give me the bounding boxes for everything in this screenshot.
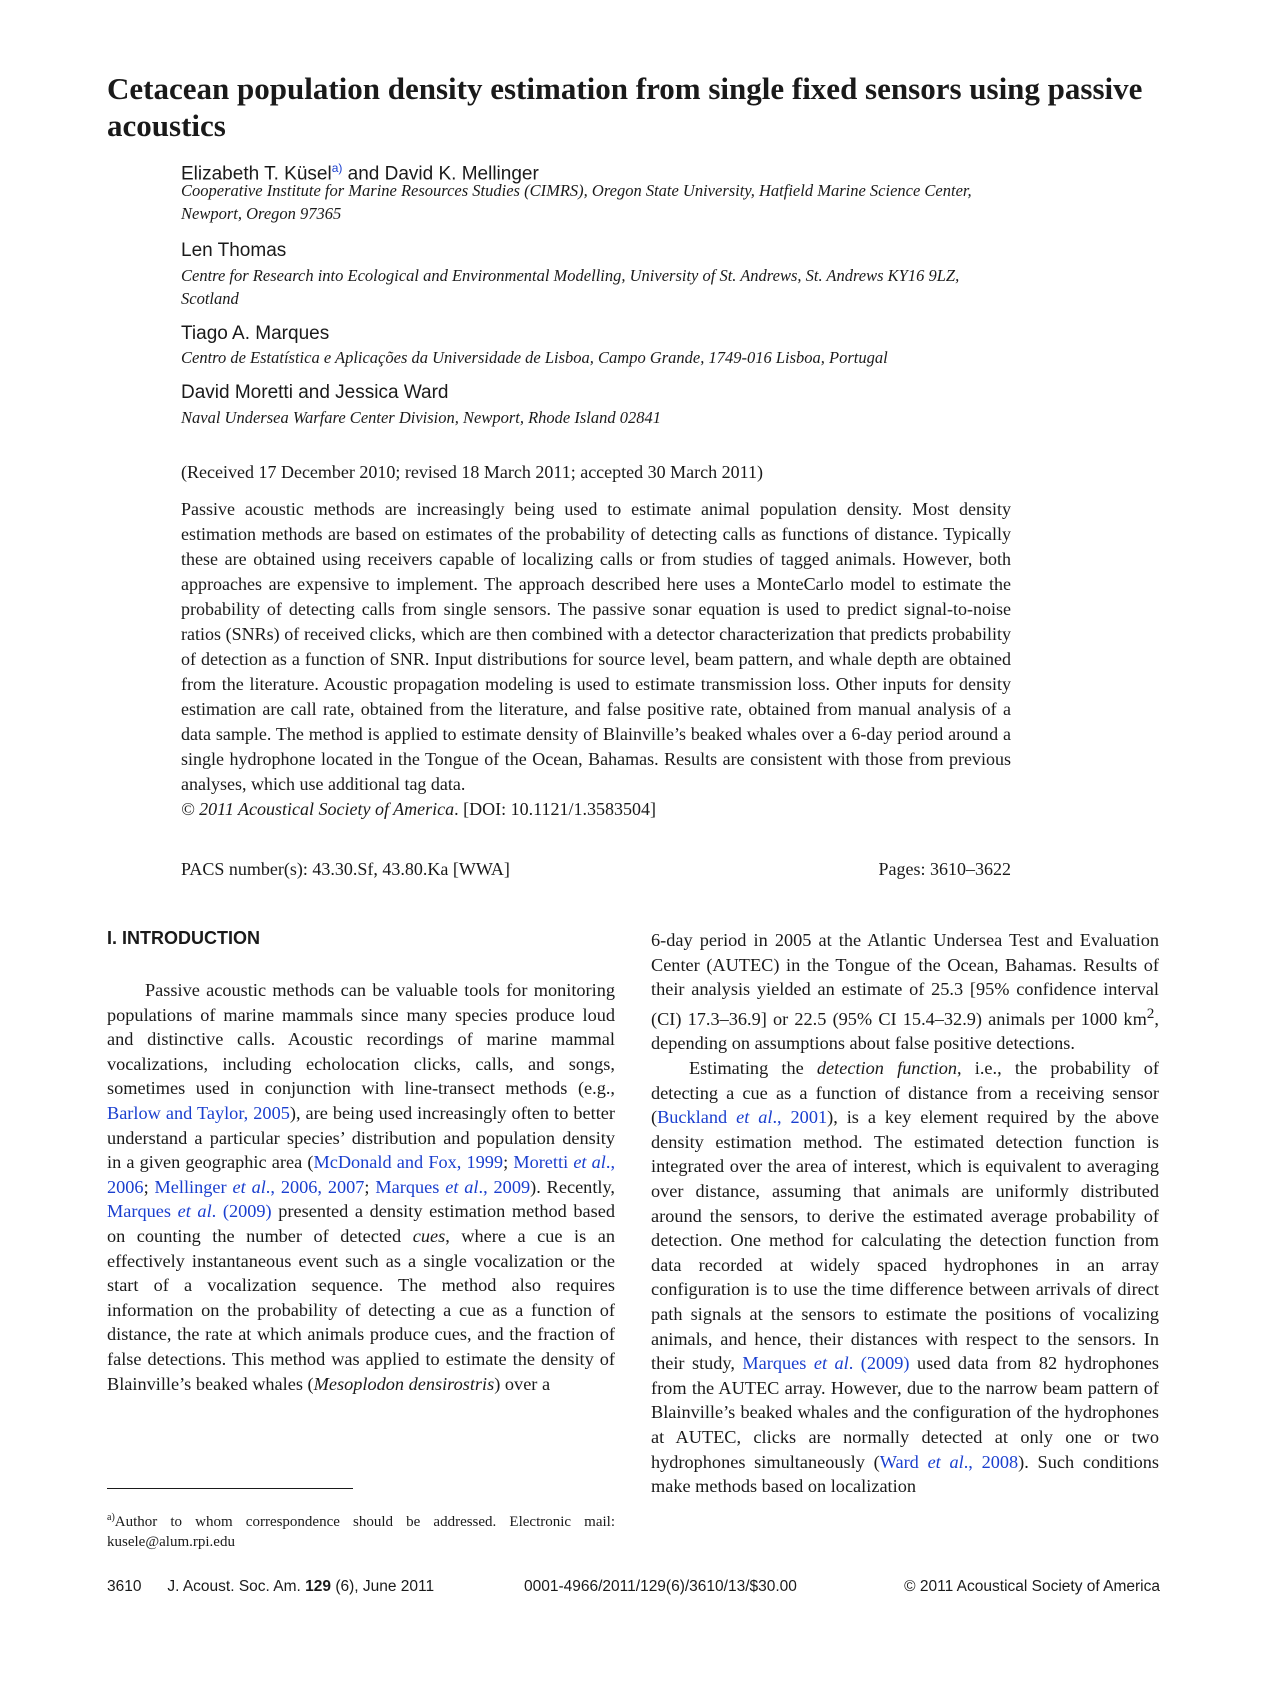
footer-volume: 129	[305, 1578, 332, 1595]
citation-link[interactable]	[880, 1452, 1018, 1472]
citation-year: . (2009)	[211, 1201, 272, 1222]
citation-year: ., 2006, 2007	[265, 1176, 365, 1197]
abstract-text: Passive acoustic methods are increasingly being used to estimate animal population density. Most density estimation methods are based on estimates of the probability of detecting calls as functions of distance. Typically these are obtained using receivers capable of localizing calls or from studies of tagged animals. However, both approaches are expensive to implement. The approach described here uses a MonteCarlo model to estimate the probability of detecting calls from single sensors. The passive sonar equation is used to predict signal-to-noise ratios (SNRs) of received clicks, which are then combined with a detector characterization that predicts probability of detection as a function of SNR. Input distributions for source level, beam pattern, and whale depth are obtained from the literature. Acoustic propagation modeling is used to estimate transmission loss. Other inputs for density estimation are call rate, obtained from the literature, and false positive rate, obtained from manual analysis of a data sample. The method is applied to estimate density of Blainville’s beaked whales over a 6-day period around a single hydrophone located in the Tongue of the Ocean, Bahamas. Results are consistent with those from previous analyses, which use additional tag data.	[181, 499, 1011, 794]
footnote-text: Author to whom correspondence should be addressed. Electronic mail: kusele@alum.rpi.edu	[107, 1514, 615, 1550]
citation-link[interactable]	[742, 1353, 909, 1373]
citation-author: Mellinger	[154, 1176, 233, 1197]
citation-author: Moretti	[513, 1152, 574, 1173]
citation-author: Marques	[742, 1353, 814, 1374]
right-column	[651, 928, 1159, 1499]
citation-author: Marques	[375, 1176, 446, 1197]
intro-paragraph-continued	[651, 928, 1159, 1056]
intro-paragraph-2	[651, 1056, 1159, 1499]
body-text: ), are being used increasingly often to better understand a particular species’ distribution and population density in a given geographic area (	[107, 1102, 615, 1173]
paper-title: Cetacean population density estimation from single fixed sensors using passive acoustics	[107, 71, 1143, 143]
citation-link[interactable]: McDonald and Fox, 1999	[313, 1152, 504, 1173]
citation-link[interactable]: Barlow and Taylor, 2005	[107, 1102, 290, 1123]
intro-paragraph-1	[107, 978, 615, 1396]
footnote-mark-link[interactable]: a)	[331, 161, 343, 175]
citation-etal: et al	[177, 1201, 212, 1222]
superscript: 2	[1146, 1004, 1155, 1022]
citation-link[interactable]	[155, 1177, 365, 1197]
affiliation-2: Centre for Research into Ecological and Environmental Modelling, University of St. Andrews, St. Andrews KY16 9LZ, Scotland	[181, 266, 960, 308]
body-text: ;	[364, 1176, 376, 1197]
body-text: ), is a key element required by the above density estimation method. The estimated detection function is integrated over the area of interest, which is equivalent to averaging over distance, assuming that animals are uniformly distributed around the sensors, to derive the estimated average probability of detection. One method for calculating the detection function from data recorded at widely spaced hydrophones in an array configuration is to use the time difference between arrivals of direct path signals at the sensors to estimate the positions of vocalizing animals, and hence, their distances with respect to the sensors. In their study,	[651, 1107, 1159, 1374]
author-name: and David K. Mellinger	[342, 163, 539, 185]
citation-link[interactable]	[657, 1107, 827, 1127]
body-text: 6-day period in 2005 at the Atlantic Undersea Test and Evaluation Center (AUTEC) in the Tongue of the Ocean, Bahamas. Results of their analysis yielded an estimate of 25.3 [95% confidence interval (CI) 17.3–36.9] or 22.5 (95% CI 15.4–32.9) animals per 1000 km	[651, 930, 1159, 1029]
citation-link[interactable]	[107, 1201, 272, 1221]
citation-link[interactable]	[375, 1177, 530, 1197]
citation-etal: et al	[445, 1176, 479, 1197]
affiliation-1: Cooperative Institute for Marine Resources Studies (CIMRS), Oregon State University, Hatfield Marine Science Center, Newport, Oregon 97365	[181, 181, 972, 223]
body-text: , i.e., the probability of detecting a cue as a function of distance from a receiving sensor (	[651, 1058, 1159, 1128]
footer-issue-date: (6), June 2011	[331, 1578, 435, 1595]
footnote-divider	[107, 1488, 353, 1489]
author-line-2: Len Thomas	[181, 240, 287, 261]
page-range: Pages: 3610–3622	[878, 859, 1011, 879]
citation-author: Marques	[107, 1201, 178, 1222]
section-heading: I. INTRODUCTION	[107, 928, 260, 948]
citation-etal: et al	[736, 1107, 773, 1128]
citation-etal: et al	[232, 1176, 266, 1197]
body-text: ;	[503, 1152, 514, 1173]
received-dates: (Received 17 December 2010; revised 18 March 2011; accepted 30 March 2011)	[181, 462, 763, 482]
copyright-line: © 2011 Acoustical Society of America	[181, 799, 455, 819]
body-text: Estimating the	[689, 1058, 817, 1079]
pacs-numbers: PACS number(s): 43.30.Sf, 43.80.Ka [WWA]	[181, 859, 510, 879]
citation-etal: et al	[573, 1152, 606, 1173]
citation-year: ., 2008	[963, 1451, 1019, 1472]
body-text: used data from 82 hydrophones from the AUTEC array. However, due to the narrow beam pattern of Blainville’s beaked whales and the configuration of the hydrophones at AUTEC, clicks are normally detected at only one or two hydrophones simultaneously (	[651, 1353, 1159, 1472]
emphasis-text: cues	[412, 1225, 446, 1246]
body-text: ). Recently,	[530, 1176, 616, 1197]
footnote	[107, 1508, 615, 1552]
footer-page-journal: 3610 J. Acoust. Soc. Am.	[107, 1578, 306, 1595]
body-text: presented a density estimation method based on counting the number of detected	[107, 1201, 615, 1246]
footer-code: 0001-4966/2011/129(6)/3610/13/$30.00	[524, 1578, 797, 1595]
citation-author: Buckland	[657, 1107, 737, 1128]
citation-etal: et al	[813, 1353, 849, 1374]
body-text: ) over a	[494, 1373, 551, 1394]
citation-year: ., 2009	[478, 1176, 531, 1197]
author-line-4: David Moretti and Jessica Ward	[181, 382, 449, 403]
citation-author: Ward	[879, 1451, 928, 1472]
emphasis-text: detection function	[816, 1058, 958, 1079]
citation-year: ., 2006	[107, 1152, 616, 1197]
body-text: ;	[143, 1176, 155, 1197]
footer-copyright: © 2011 Acoustical Society of America	[904, 1578, 1160, 1595]
body-text: Passive acoustic methods can be valuable tools for monitoring populations of marine mammals since many species produce loud and distinctive calls. Acoustic recordings of marine mammal vocalizations, including echolocation clicks, calls, and songs, sometimes used in conjunction with line-transect methods (e.g.,	[107, 980, 615, 1099]
citation-etal: et al	[927, 1451, 964, 1472]
body-text: ). Such conditions make methods based on localization	[651, 1451, 1160, 1497]
body-text: , depending on assumptions about false positive detections.	[651, 1008, 1159, 1054]
citation-year: . (2009)	[848, 1353, 910, 1374]
body-text: , where a cue is an effectively instantaneous event such as a single vocalization or the start of a vocalization sequence. The method also requires information on the probability of detecting a cue as a function of distance, the rate at which animals produce cues, and the fraction of false detections. This method was applied to estimate the density of Blainville’s beaked whales (	[107, 1225, 615, 1394]
abstract	[181, 497, 1011, 822]
footnote-mark: a)	[107, 1512, 115, 1523]
author-name: Elizabeth T. Küsel	[181, 163, 332, 185]
footer-journal	[107, 1578, 434, 1596]
affiliation-3: Centro de Estatística e Aplicações da Universidade de Lisboa, Campo Grande, 1749-016 Lisboa, Portugal	[181, 348, 888, 367]
species-name: Mesoplodon densirostris	[313, 1373, 495, 1394]
left-column	[107, 978, 615, 1396]
citation-year: ., 2001	[772, 1107, 828, 1128]
abstract-citation	[181, 797, 1011, 822]
author-line-3: Tiago A. Marques	[181, 323, 330, 344]
doi: . [DOI: 10.1121/1.3583504]	[454, 799, 656, 819]
affiliation-4: Naval Undersea Warfare Center Division, Newport, Rhode Island 02841	[181, 408, 661, 427]
